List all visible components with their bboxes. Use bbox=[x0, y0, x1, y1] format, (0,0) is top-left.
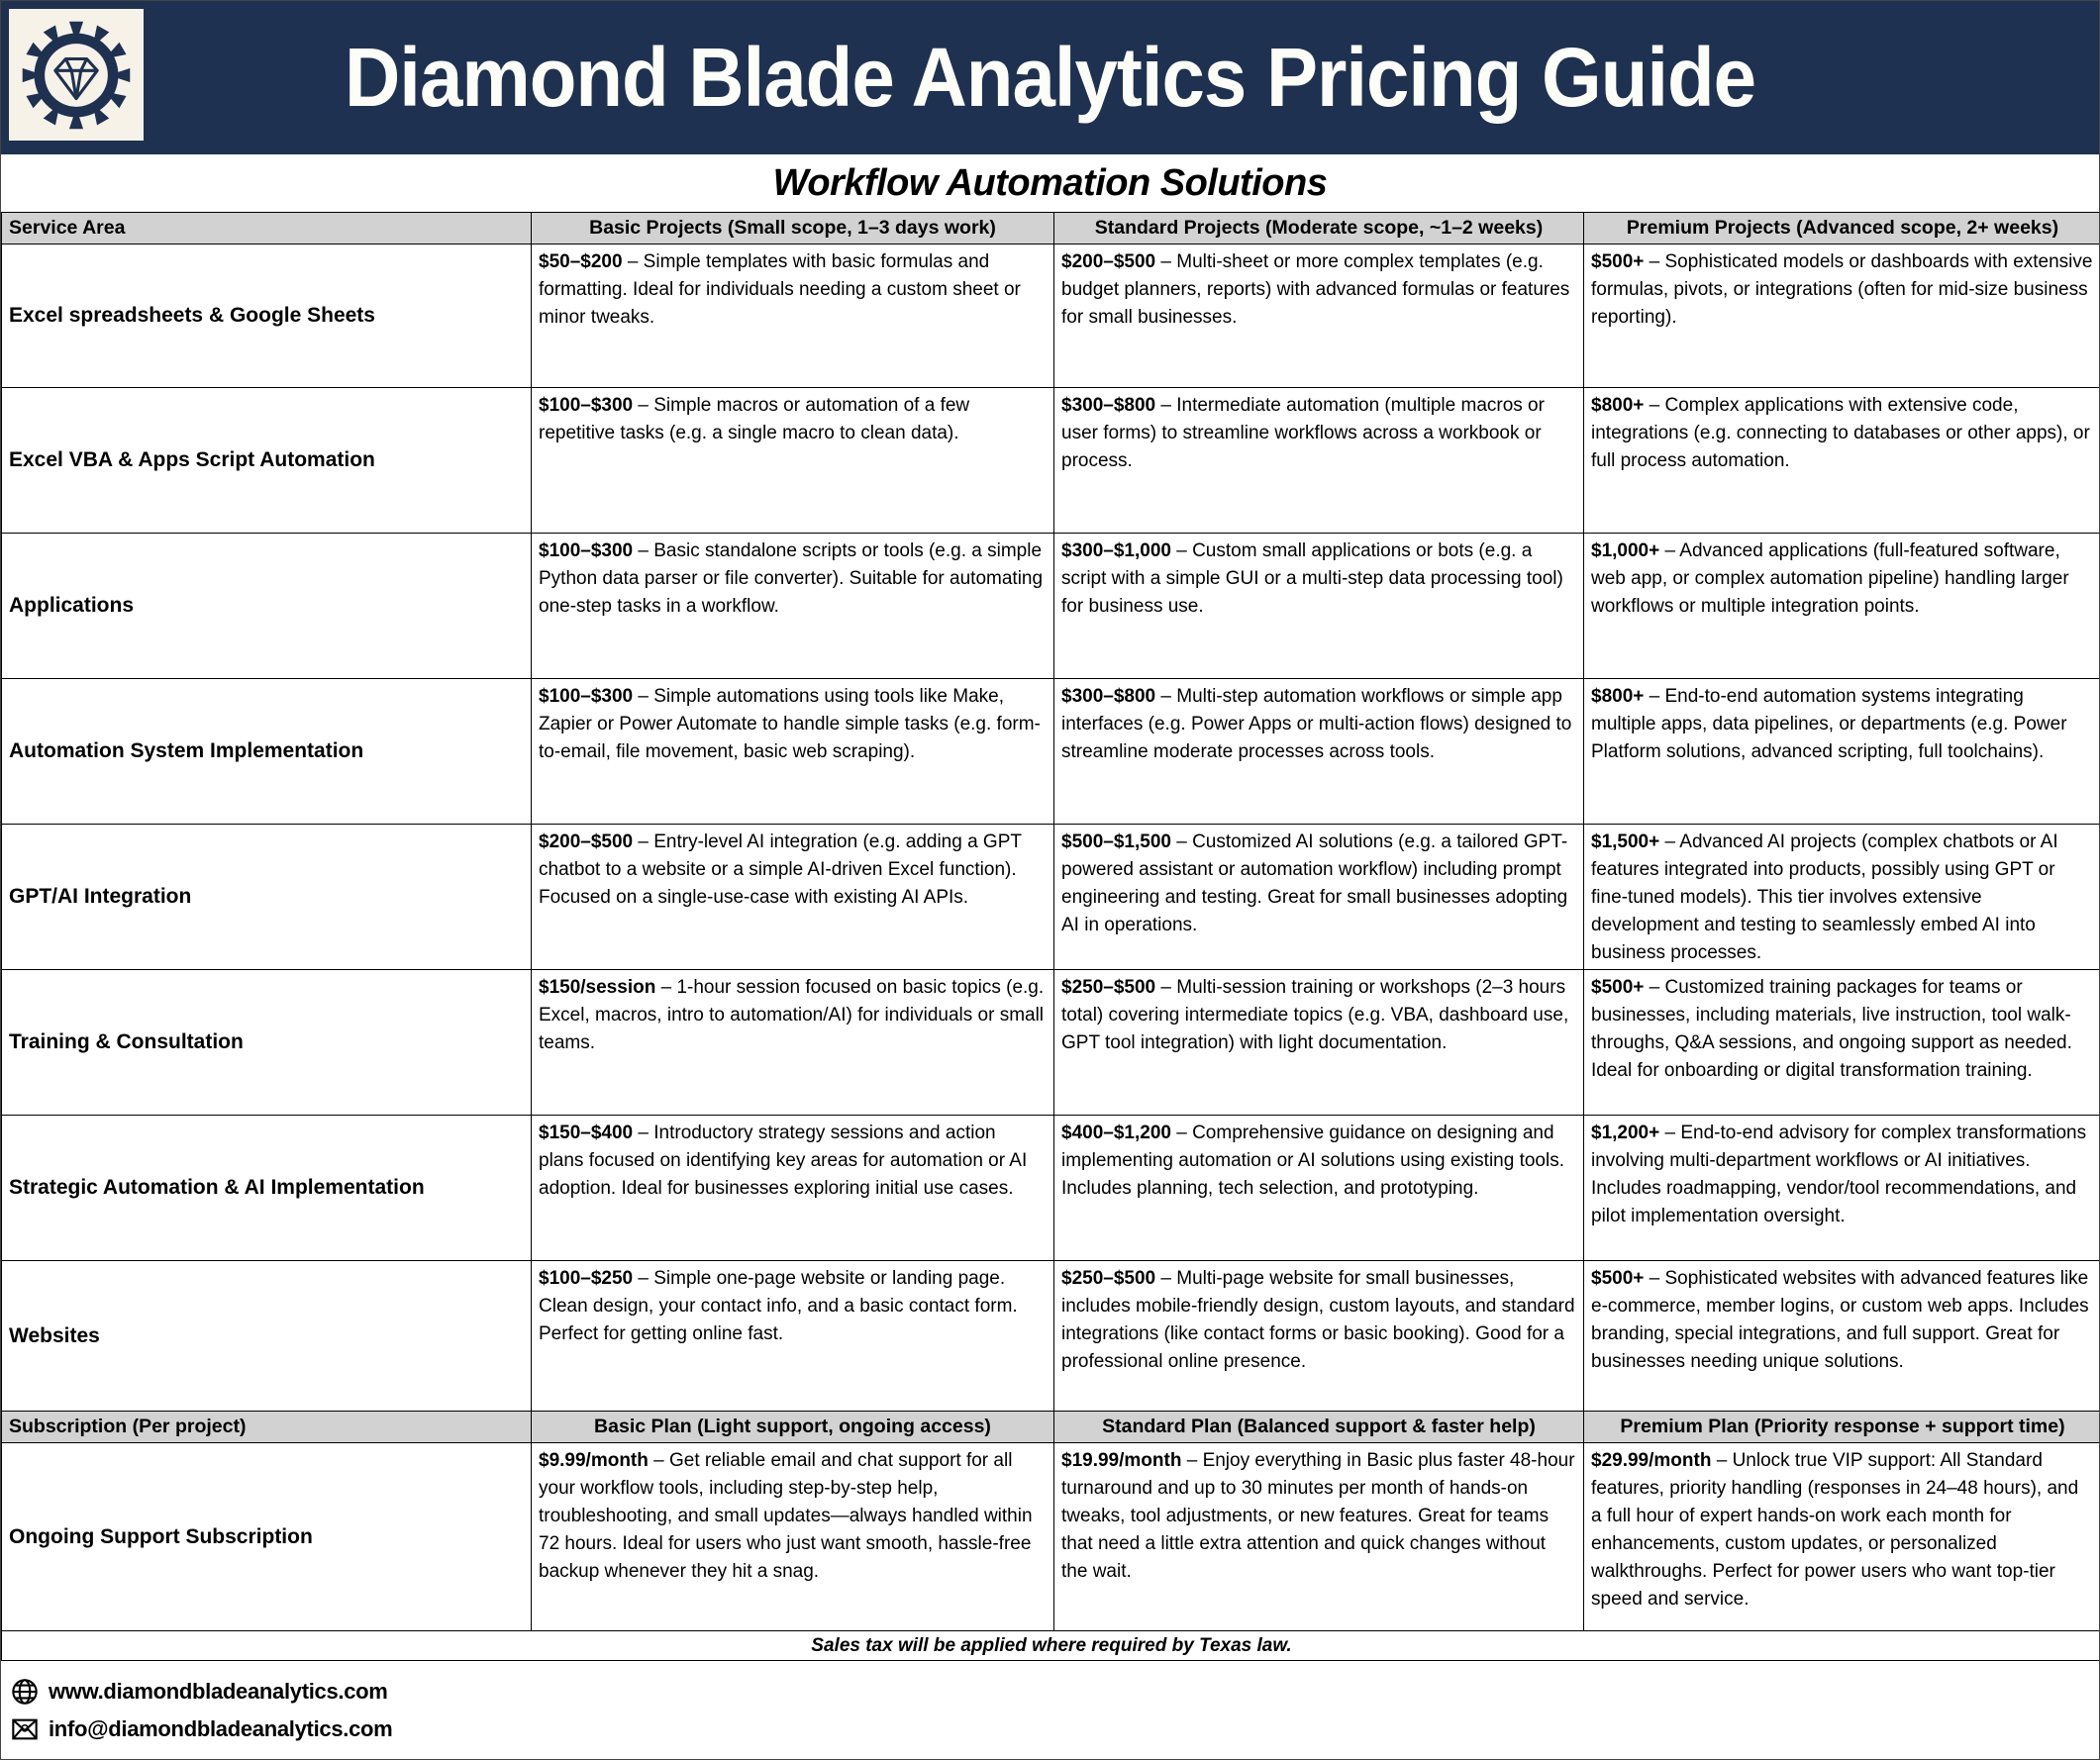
tax-note: Sales tax will be applied where required by Texas law. bbox=[2, 1631, 2100, 1661]
price-description: – End-to-end advisory for complex transformations involving multi-department workflows or AI initiatives. Includes roadmapping, vendor/tool recommendations, and pilot implementation oversight. bbox=[1591, 1123, 2087, 1226]
pricing-cell bbox=[1584, 388, 2100, 534]
price-description: – Basic standalone scripts or tools (e.g. a simple Python data parser or file converter). Suitable for automating one-step tasks in a workflow. bbox=[539, 540, 1044, 617]
column-header-tier: Premium Plan (Priority response + support time) bbox=[1584, 1412, 2100, 1443]
price-range: $100–$300 bbox=[539, 395, 634, 416]
pricing-cell bbox=[1584, 1261, 2100, 1412]
price-range: $9.99/month bbox=[539, 1450, 649, 1471]
price-range: $250–$500 bbox=[1061, 977, 1156, 998]
price-range: $250–$500 bbox=[1061, 1268, 1156, 1289]
price-range: $1,000+ bbox=[1591, 540, 1660, 561]
price-range: $19.99/month bbox=[1061, 1450, 1182, 1471]
pricing-cell bbox=[532, 825, 1054, 970]
pricing-cell bbox=[1054, 1116, 1584, 1261]
pricing-cell bbox=[532, 244, 1054, 388]
column-header-service: Subscription (Per project) bbox=[2, 1412, 532, 1443]
price-range: $100–$300 bbox=[539, 686, 634, 707]
pricing-cell bbox=[1584, 970, 2100, 1116]
column-header-tier: Standard Projects (Moderate scope, ~1–2 weeks) bbox=[1054, 213, 1584, 244]
price-range: $300–$1,000 bbox=[1061, 540, 1171, 561]
price-description: – Multi-page website for small businesses, includes mobile-friendly design, custom layouts, and standard integrations (like contact forms or basic booking). Good for a professional online presence. bbox=[1061, 1268, 1575, 1372]
masthead bbox=[1, 1, 2099, 154]
price-range: $1,500+ bbox=[1591, 831, 1660, 852]
table-row bbox=[2, 388, 2100, 534]
price-description: – Enjoy everything in Basic plus faster 48-hour turnaround and up to 30 minutes per month of hands-on tweaks, tool adjustments, or new features. Great for teams that need a little extra attention and quick changes without the wait. bbox=[1061, 1450, 1575, 1582]
globe-icon bbox=[11, 1678, 39, 1706]
column-header-tier: Basic Plan (Light support, ongoing access) bbox=[532, 1412, 1054, 1443]
pricing-cell bbox=[532, 534, 1054, 679]
price-description: – Simple templates with basic formulas and formatting. Ideal for individuals needing a custom sheet or minor tweaks. bbox=[539, 251, 1021, 328]
table-row bbox=[2, 825, 2100, 970]
price-range: $150/session bbox=[539, 977, 656, 998]
price-description: – Sophisticated websites with advanced features like e-commerce, member logins, or custom web apps. Includes branding, special integrations, and full support. Great for businesses needing unique solutions. bbox=[1591, 1268, 2089, 1372]
price-range: $500+ bbox=[1591, 977, 1645, 998]
column-header-tier: Premium Projects (Advanced scope, 2+ weeks) bbox=[1584, 213, 2100, 244]
price-range: $300–$800 bbox=[1061, 395, 1156, 416]
price-description: – Customized training packages for teams or businesses, including materials, live instruction, tool walk-throughs, Q&A sessions, and ongoing support as needed. Ideal for onboarding or digital transformation training. bbox=[1591, 977, 2072, 1081]
price-description: – Advanced applications (full-featured software, web app, or complex automation pipeline) handling larger workflows or multiple integration points. bbox=[1591, 540, 2069, 617]
price-range: $29.99/month bbox=[1591, 1450, 1712, 1471]
price-range: $200–$500 bbox=[1061, 251, 1156, 272]
price-range: $1,200+ bbox=[1591, 1123, 1660, 1143]
price-description: – Introductory strategy sessions and action plans focused on identifying key areas for automation or AI adoption. Ideal for businesses exploring initial use cases. bbox=[539, 1123, 1028, 1199]
price-description: – End-to-end automation systems integrating multiple apps, data pipelines, or departments (e.g. Power Platform solutions, advanced scripting, full toolchains). bbox=[1591, 686, 2067, 762]
pricing-cell bbox=[1054, 1261, 1584, 1412]
price-range: $100–$250 bbox=[539, 1268, 634, 1289]
pricing-cell bbox=[1584, 825, 2100, 970]
price-description: – Multi-step automation workflows or simple app interfaces (e.g. Power Apps or multi-action flows) designed to streamline moderate processes across tools. bbox=[1061, 686, 1572, 762]
table-row bbox=[2, 1443, 2100, 1631]
service-area-label: Excel VBA & Apps Script Automation bbox=[2, 388, 532, 534]
table-row bbox=[2, 534, 2100, 679]
pricing-cell bbox=[1054, 1443, 1584, 1631]
pricing-cell bbox=[1054, 534, 1584, 679]
pricing-cell bbox=[532, 1116, 1054, 1261]
price-description: – Multi-session training or workshops (2–3 hours total) covering intermediate topics (e.g. VBA, dashboard use, GPT tool integration) with light documentation. bbox=[1061, 977, 1569, 1053]
column-header-service: Service Area bbox=[2, 213, 532, 244]
tax-note-row bbox=[2, 1631, 2100, 1661]
price-range: $200–$500 bbox=[539, 831, 634, 852]
pricing-cell bbox=[1054, 825, 1584, 970]
price-range: $800+ bbox=[1591, 395, 1645, 416]
service-area-label: Ongoing Support Subscription bbox=[2, 1443, 532, 1631]
price-description: – Unlock true VIP support: All Standard features, priority handling (responses in 24–48 hours), and a full hour of expert hands-on work each month for enhancements, custom updates, or personalized walkthroughs. Perfect for power users who want top-tier speed and service. bbox=[1591, 1450, 2079, 1610]
pricing-cell bbox=[1584, 534, 2100, 679]
price-description: – Entry-level AI integration (e.g. adding a GPT chatbot to a website or a simple AI-driven Excel function). Focused on a single-use-case with existing AI APIs. bbox=[539, 831, 1022, 908]
table-row bbox=[2, 1261, 2100, 1412]
pricing-cell bbox=[532, 679, 1054, 825]
price-description: – Complex applications with extensive code, integrations (e.g. connecting to databases or other apps), or full process automation. bbox=[1591, 395, 2090, 471]
table-header-row bbox=[2, 1412, 2100, 1443]
pricing-cell bbox=[1584, 244, 2100, 388]
email-line bbox=[11, 1711, 2099, 1748]
company-logo bbox=[9, 9, 144, 141]
pricing-cell bbox=[1054, 244, 1584, 388]
price-description: – Simple macros or automation of a few repetitive tasks (e.g. a single macro to clean data). bbox=[539, 395, 970, 443]
contact-block bbox=[1, 1661, 2099, 1757]
price-description: – Customized AI solutions (e.g. a tailored GPT-powered assistant or automation workflow) including prompt engineering and testing. Great for small businesses adopting AI in operations. bbox=[1061, 831, 1568, 935]
price-range: $400–$1,200 bbox=[1061, 1123, 1171, 1143]
table-row bbox=[2, 970, 2100, 1116]
price-range: $500+ bbox=[1591, 1268, 1645, 1289]
price-range: $50–$200 bbox=[539, 251, 623, 272]
price-description: – Intermediate automation (multiple macros or user forms) to streamline workflows across a workbook or process. bbox=[1061, 395, 1545, 471]
table-row bbox=[2, 679, 2100, 825]
pricing-cell bbox=[1584, 679, 2100, 825]
price-description: – Multi-sheet or more complex templates (e.g. budget planners, reports) with advanced formulas or features for small businesses. bbox=[1061, 251, 1570, 328]
price-description: – Advanced AI projects (complex chatbots or AI features integrated into products, possibly using GPT or fine-tuned models). This tier involves extensive development and testing to seamlessly embed AI into business processes. bbox=[1591, 831, 2058, 963]
price-description: – 1-hour session focused on basic topics (e.g. Excel, macros, intro to automation/AI) for individuals or small teams. bbox=[539, 977, 1045, 1053]
website-url[interactable]: www.diamondbladeanalytics.com bbox=[49, 1679, 388, 1704]
pricing-table bbox=[1, 212, 2100, 1661]
service-area-label: Strategic Automation & AI Implementation bbox=[2, 1116, 532, 1261]
envelope-icon bbox=[11, 1715, 39, 1743]
price-description: – Sophisticated models or dashboards with extensive formulas, pivots, or integrations (often for mid-size business reporting). bbox=[1591, 251, 2093, 328]
table-header-row bbox=[2, 213, 2100, 244]
service-area-label: Applications bbox=[2, 534, 532, 679]
column-header-tier: Standard Plan (Balanced support & faster help) bbox=[1054, 1412, 1584, 1443]
price-range: $800+ bbox=[1591, 686, 1645, 707]
price-range: $500+ bbox=[1591, 251, 1645, 272]
price-description: – Custom small applications or bots (e.g. a script with a simple GUI or a multi-step data processing tool) for business use. bbox=[1061, 540, 1563, 617]
price-description: – Get reliable email and chat support for all your workflow tools, including step-by-step help, troubleshooting, and small updates—always handled within 72 hours. Ideal for users who just want smooth, hassle-free backup whenever they hit a snag. bbox=[539, 1450, 1033, 1582]
website-line bbox=[11, 1673, 2099, 1711]
price-description: – Simple automations using tools like Make, Zapier or Power Automate to handle simple tasks (e.g. form-to-email, file movement, basic web scraping). bbox=[539, 686, 1041, 762]
price-range: $150–$400 bbox=[539, 1123, 634, 1143]
service-area-label: Training & Consultation bbox=[2, 970, 532, 1116]
pricing-cell bbox=[532, 970, 1054, 1116]
page-title: Diamond Blade Analytics Pricing Guide bbox=[344, 30, 1756, 125]
service-area-label: GPT/AI Integration bbox=[2, 825, 532, 970]
pricing-cell bbox=[1054, 388, 1584, 534]
pricing-cell bbox=[1054, 970, 1584, 1116]
diamond-gear-icon bbox=[18, 17, 135, 134]
pricing-cell bbox=[532, 1443, 1054, 1631]
pricing-cell bbox=[1584, 1116, 2100, 1261]
table-row bbox=[2, 1116, 2100, 1261]
price-description: – Simple one-page website or landing page. Clean design, your contact info, and a basic contact form. Perfect for getting online fast. bbox=[539, 1268, 1018, 1344]
price-range: $100–$300 bbox=[539, 540, 634, 561]
email-address[interactable]: info@diamondbladeanalytics.com bbox=[49, 1716, 393, 1741]
pricing-cell bbox=[1584, 1443, 2100, 1631]
service-area-label: Automation System Implementation bbox=[2, 679, 532, 825]
pricing-cell bbox=[532, 388, 1054, 534]
table-row bbox=[2, 244, 2100, 388]
column-header-tier: Basic Projects (Small scope, 1–3 days work) bbox=[532, 213, 1054, 244]
page-subtitle: Workflow Automation Solutions bbox=[772, 161, 1328, 204]
price-range: $500–$1,500 bbox=[1061, 831, 1171, 852]
service-area-label: Excel spreadsheets & Google Sheets bbox=[2, 244, 532, 388]
price-range: $300–$800 bbox=[1061, 686, 1156, 707]
pricing-cell bbox=[1054, 679, 1584, 825]
price-description: – Comprehensive guidance on designing and implementing automation or AI solutions using existing tools. Includes planning, tech selection, and prototyping. bbox=[1061, 1123, 1564, 1199]
pricing-cell bbox=[532, 1261, 1054, 1412]
service-area-label: Websites bbox=[2, 1261, 532, 1412]
